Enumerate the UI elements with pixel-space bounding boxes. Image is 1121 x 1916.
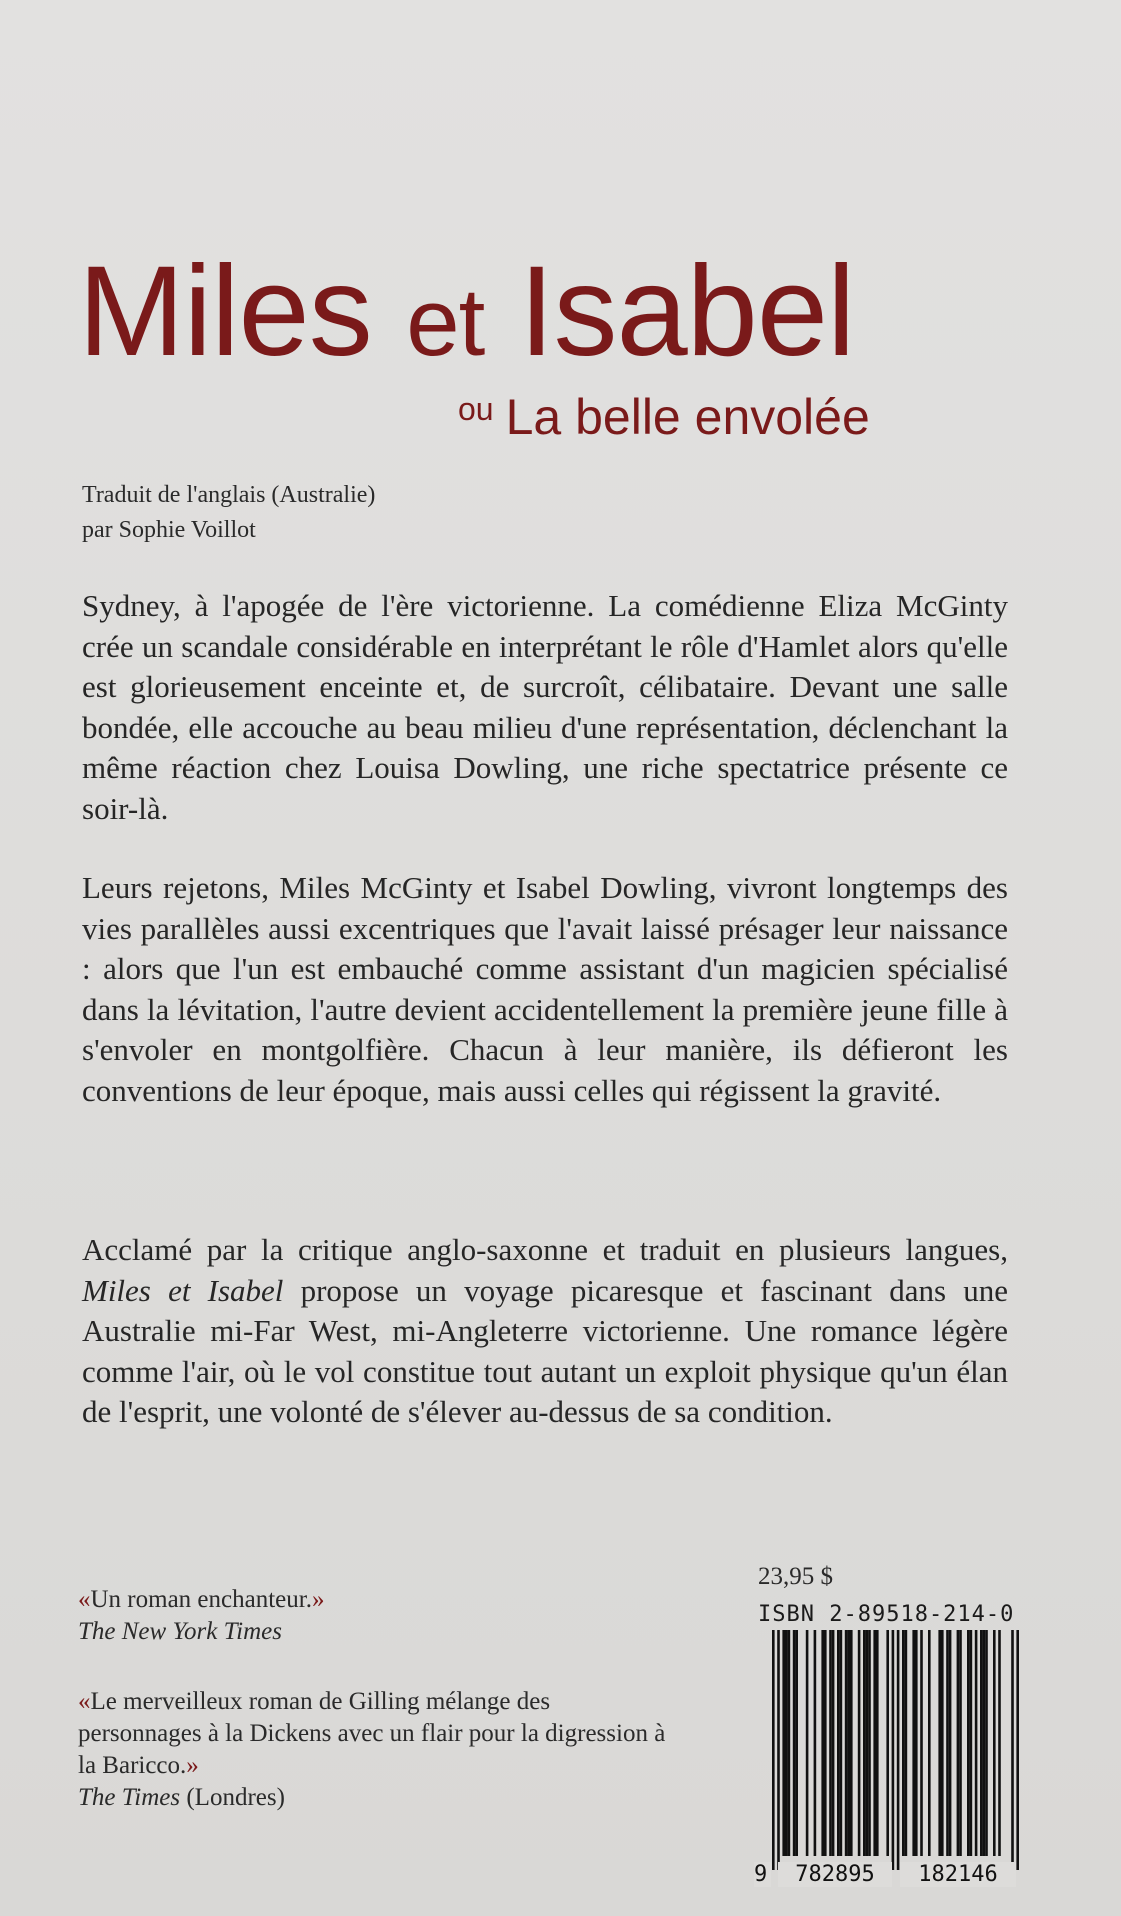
quote-1-source: The New York Times — [78, 1618, 282, 1645]
barcode-group-2: 182146 — [900, 1862, 1016, 1887]
barcode-bar — [970, 1630, 973, 1856]
barcode-bar — [772, 1630, 775, 1870]
barcode-bar — [837, 1630, 840, 1856]
barcode — [754, 1630, 1024, 1892]
barcode-bar — [967, 1630, 970, 1856]
barcode-bar — [1016, 1630, 1019, 1870]
barcode-bar — [886, 1630, 889, 1856]
barcode-bar — [850, 1630, 853, 1856]
barcode-bar — [985, 1630, 988, 1856]
barcode-bar — [847, 1630, 850, 1856]
barcode-bar — [938, 1630, 941, 1856]
barcode-bar — [915, 1630, 918, 1856]
barcode-bar — [892, 1630, 895, 1870]
barcode-bar — [785, 1630, 788, 1856]
barcode-bar — [928, 1630, 931, 1856]
quote-close-mark: » — [311, 1586, 325, 1613]
price-label: 23,95 $ — [758, 1563, 833, 1590]
barcode-bar — [902, 1630, 905, 1856]
barcode-bar — [795, 1630, 798, 1856]
subtitle-text: La belle envolée — [505, 389, 870, 445]
quote-close-mark: » — [186, 1752, 199, 1779]
barcode-bar — [832, 1630, 835, 1856]
barcode-bar — [858, 1630, 861, 1856]
quote-2-text: Le merveilleux roman de Gilling mélange des personnages à la Dickens avec un flair pour la digression à la Baricco. — [78, 1688, 666, 1779]
barcode-bar — [975, 1630, 978, 1856]
title-part1: Miles — [78, 240, 372, 383]
barcode-bar — [782, 1630, 785, 1856]
barcode-bar — [868, 1630, 871, 1856]
book-subtitle — [458, 388, 870, 446]
barcode-bar — [983, 1630, 986, 1856]
barcode-group-1: 782895 — [778, 1862, 892, 1887]
barcode-bar — [959, 1630, 962, 1856]
blurb-p3-before: Acclamé par la critique anglo-saxonne et traduit en plusieurs langues, — [82, 1232, 1008, 1267]
blurb-p3-after: propose un voyage picaresque et fascinant dans une Australie mi-Far West, mi-Angleterre victorienne. Une romance légère comme l'air, où le vol constitue tout autant un exploit physique qu'un élan de l'esprit, une volonté de s'élever au-dessus de sa condition. — [82, 1272, 1008, 1429]
barcode-bar — [1011, 1630, 1014, 1870]
quote-open-mark: « — [78, 1688, 91, 1715]
review-quote-1 — [78, 1584, 378, 1648]
isbn-label: ISBN 2-89518-214-0 — [758, 1602, 1015, 1627]
barcode-bar — [806, 1630, 809, 1856]
barcode-bar — [941, 1630, 944, 1856]
barcode-bar — [949, 1630, 952, 1856]
barcode-bars — [754, 1630, 1024, 1870]
barcode-bar — [863, 1630, 866, 1856]
blurb-paragraph-2: Leurs rejetons, Miles McGinty et Isabel Dowling, vivront longtemps des vies parallèles aussi excentriques que l'avait laissé présager leur naissance : alors que l'un est embauché comme assistant d'un magicien spécialisé dans la lévitation, l'autre devient accidentellement la première jeune fille à s'envoler en montgolfière. Chacun à leur manière, ils défieront les conventions de leur époque, mais aussi celles qui régissent la gravité. — [82, 870, 1008, 1108]
barcode-bar — [873, 1630, 876, 1856]
barcode-bar — [793, 1630, 796, 1856]
translation-credits — [82, 478, 375, 548]
barcode-bar — [814, 1630, 817, 1856]
barcode-bar — [821, 1630, 824, 1856]
title-part2: Isabel — [518, 240, 855, 383]
barcode-bar — [957, 1630, 960, 1856]
barcode-bar — [866, 1630, 869, 1856]
barcode-bar — [788, 1630, 791, 1856]
title-et: et — [406, 269, 485, 376]
barcode-bar — [993, 1630, 996, 1856]
barcode-bar — [946, 1630, 949, 1856]
blurb-paragraph-3 — [82, 1230, 1008, 1433]
barcode-bar — [912, 1630, 915, 1856]
barcode-bar — [905, 1630, 908, 1856]
barcode-lead-digit: 9 — [754, 1862, 771, 1887]
barcode-bar — [980, 1630, 983, 1856]
barcode-bar — [897, 1630, 900, 1870]
quote-2-source-extra: (Londres) — [186, 1784, 285, 1811]
barcode-bar — [777, 1630, 780, 1870]
barcode-bar — [998, 1630, 1001, 1856]
barcode-bar — [824, 1630, 827, 1856]
quote-2-source: The Times — [78, 1784, 181, 1811]
blurb-paragraph-1: Sydney, à l'apogée de l'ère victorienne. La comédienne Eliza McGinty crée un scandale considérable en interprétant le rôle d'Hamlet alors qu'elle est glorieusement enceinte et, de surcroît, célibataire. Devant une salle bondée, elle accouche au beau milieu d'une représentation, déclenchant la même réaction chez Louisa Dowling, une riche spectatrice présente ce soir-là. — [82, 588, 1008, 826]
review-quote-2 — [78, 1686, 678, 1814]
barcode-bar — [845, 1630, 848, 1856]
barcode-bar — [876, 1630, 879, 1856]
translator-line: par Sophie Voillot — [82, 517, 256, 543]
barcode-bar — [840, 1630, 843, 1856]
barcode-bar — [829, 1630, 832, 1856]
quote-1-text: Un roman enchanteur. — [90, 1586, 312, 1613]
blurb-p3-title: Miles et Isabel — [82, 1272, 284, 1308]
book-title — [78, 240, 855, 383]
translation-line-1: Traduit de l'anglais (Australie) — [82, 482, 376, 508]
barcode-bar — [920, 1630, 923, 1856]
subtitle-ou: ou — [458, 391, 494, 427]
quote-open-mark: « — [78, 1586, 91, 1613]
